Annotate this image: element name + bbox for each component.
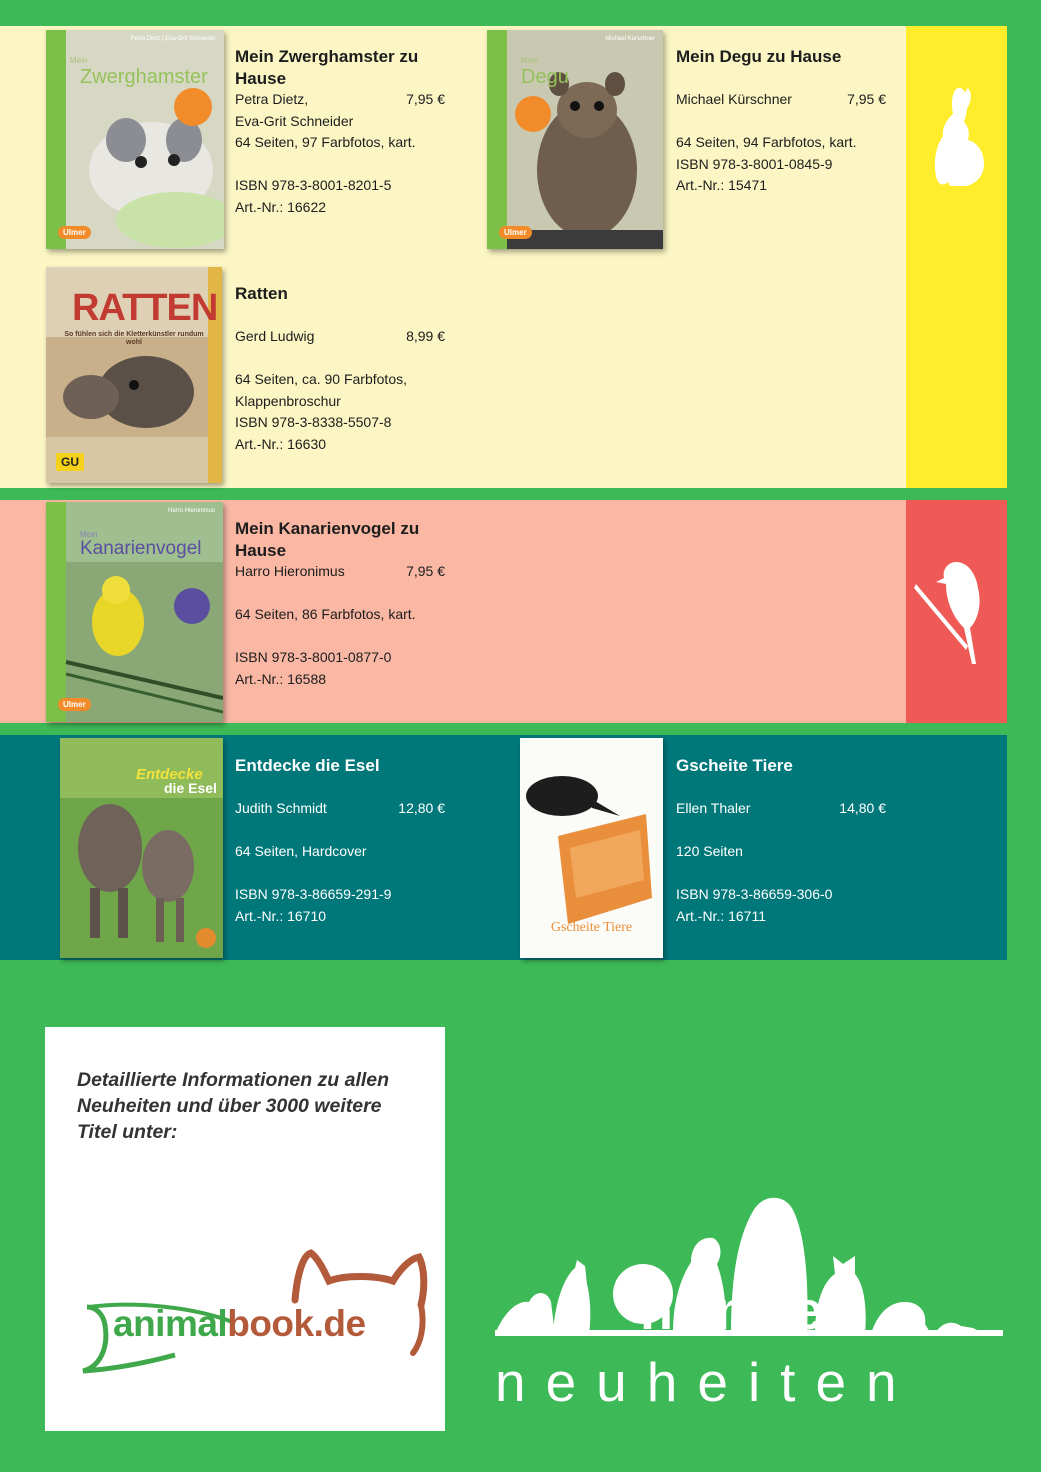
book-isbn: ISBN 978-3-86659-291-9: [235, 886, 392, 902]
book-details: 120 Seiten: [676, 843, 743, 859]
book-price: 8,99 €: [406, 328, 445, 344]
book-details: 64 Seiten, 94 Farbfotos, kart.: [676, 134, 857, 150]
misc-section: [0, 735, 1007, 960]
cover-publisher-logo: Ulmer: [58, 226, 91, 239]
rodents-section: [0, 26, 1007, 488]
book-price: 7,95 €: [406, 91, 445, 107]
book-author: Michael Kürschner: [676, 91, 792, 107]
wordmark-book: book.de: [227, 1303, 366, 1344]
birds-section: [0, 500, 1007, 723]
book-info: [235, 755, 445, 927]
book-cover-ratten[interactable]: [46, 267, 222, 483]
cover-title: Zwerghamster: [80, 66, 208, 88]
cover-title: RATTEN: [72, 287, 218, 329]
book-cover-gscheite-tiere[interactable]: [520, 738, 663, 958]
book-details: 64 Seiten, Hardcover: [235, 843, 367, 859]
cover-badge: [174, 588, 210, 624]
book-author: Harro Hieronimus: [235, 563, 345, 579]
book-price: 14,80 €: [839, 800, 886, 816]
cover-authors: Petra Dietz | Eva-Grit Schneider: [130, 36, 216, 42]
book-isbn: ISBN 978-3-8001-0845-9: [676, 155, 833, 172]
book-article-number: Art.-Nr.: 16622: [235, 198, 327, 215]
book-details: 64 Seiten, 97 Farbfotos, kart.: [235, 134, 416, 150]
book-title[interactable]: Mein Kanarienvogel zu Hause: [235, 519, 420, 560]
book-author: Eva-Grit Schneider: [235, 112, 354, 129]
book-article-number: Art.-Nr.: 16711: [676, 907, 767, 924]
book-info: [235, 46, 445, 218]
book-isbn: ISBN 978-3-8338-5507-8: [235, 414, 392, 430]
book-cover-esel[interactable]: [60, 738, 223, 958]
book-title[interactable]: Entdecke die Esel: [235, 756, 380, 775]
book-author: Judith Schmidt: [235, 800, 327, 816]
promo-panel: [45, 1027, 445, 1431]
book-article-number: Art.-Nr.: 16630: [235, 435, 327, 452]
book-price: 7,95 €: [406, 563, 445, 579]
cover-badge: [174, 88, 212, 126]
cover-mein-label: Mein: [521, 56, 539, 65]
book-details: 64 Seiten, ca. 90 Farbfotos,: [235, 371, 407, 387]
neuheiten-wordmark: neuheiten: [495, 1351, 917, 1413]
cover-subtitle: So fühlen sich die Kletterkünstler rundum wohl: [64, 331, 204, 346]
book-author: Petra Dietz,: [235, 91, 309, 107]
book-isbn: ISBN 978-3-86659-306-0: [676, 886, 833, 902]
cover-authors: Michael Kürschner: [605, 36, 655, 42]
rabbit-icon: [906, 76, 1007, 276]
book-cover-degu[interactable]: [487, 30, 663, 249]
book-info: [676, 755, 886, 927]
book-title[interactable]: Ratten: [235, 284, 288, 303]
book-details: 64 Seiten, 86 Farbfotos, kart.: [235, 606, 416, 622]
cover-title: Gscheite Tiere: [550, 920, 633, 935]
book-isbn: ISBN 978-3-8001-8201-5: [235, 177, 392, 193]
book-article-number: Art.-Nr.: 16710: [235, 907, 327, 924]
book-title[interactable]: Mein Degu zu Hause: [676, 47, 842, 66]
book-article-number: Art.-Nr.: 15471: [676, 177, 768, 193]
cover-authors: Harro Hieronimus: [167, 508, 215, 514]
cover-publisher-logo: Ulmer: [499, 226, 532, 239]
book-cover-zwerghamster[interactable]: [46, 30, 224, 249]
cover-title: Entdecke: [136, 766, 203, 783]
book-cover-kanarienvogel[interactable]: [46, 502, 223, 722]
book-title[interactable]: Gscheite Tiere: [676, 756, 793, 775]
book-info: [676, 46, 886, 197]
cover-mein-label: Mein: [70, 56, 88, 65]
book-details: Klappenbroschur: [235, 392, 341, 409]
cover-mein-label: Mein: [80, 530, 98, 539]
cover-title: die Esel: [164, 780, 217, 796]
animalbook-logo[interactable]: [75, 1245, 435, 1385]
cover-publisher-logo: Ulmer: [58, 698, 91, 711]
book-price: 12,80 €: [398, 800, 445, 816]
promo-text: [77, 1067, 437, 1145]
book-info: [235, 283, 445, 455]
cover-badge: [515, 96, 551, 132]
degu-photo: [487, 30, 663, 249]
heimtier-wordmark: heimtier: [640, 1281, 843, 1341]
cover-publisher-logo: GU: [56, 453, 84, 471]
book-author: Gerd Ludwig: [235, 328, 315, 344]
book-info: [235, 518, 445, 690]
book-isbn: ISBN 978-3-8001-0877-0: [235, 649, 392, 665]
promo-line: Detaillierte Informationen zu allen: [77, 1069, 390, 1091]
book-article-number: Art.-Nr.: 16588: [235, 670, 327, 687]
wordmark-animal: animal: [113, 1303, 228, 1344]
book-title[interactable]: Mein Zwerghamster zu Hause: [235, 47, 419, 88]
cover-title: Kanarienvogel: [80, 538, 202, 559]
bird-icon: [906, 500, 1007, 723]
animalbook-wordmark: [113, 1303, 366, 1345]
promo-line: Titel unter:: [77, 1121, 178, 1143]
bird-category-bar: [906, 500, 1007, 723]
promo-line: Neuheiten und über 3000 weitere: [77, 1095, 382, 1117]
cover-title: Degu: [521, 66, 569, 88]
rodent-category-bar: [906, 26, 1007, 488]
book-author: Ellen Thaler: [676, 800, 751, 816]
book-price: 7,95 €: [847, 91, 886, 107]
